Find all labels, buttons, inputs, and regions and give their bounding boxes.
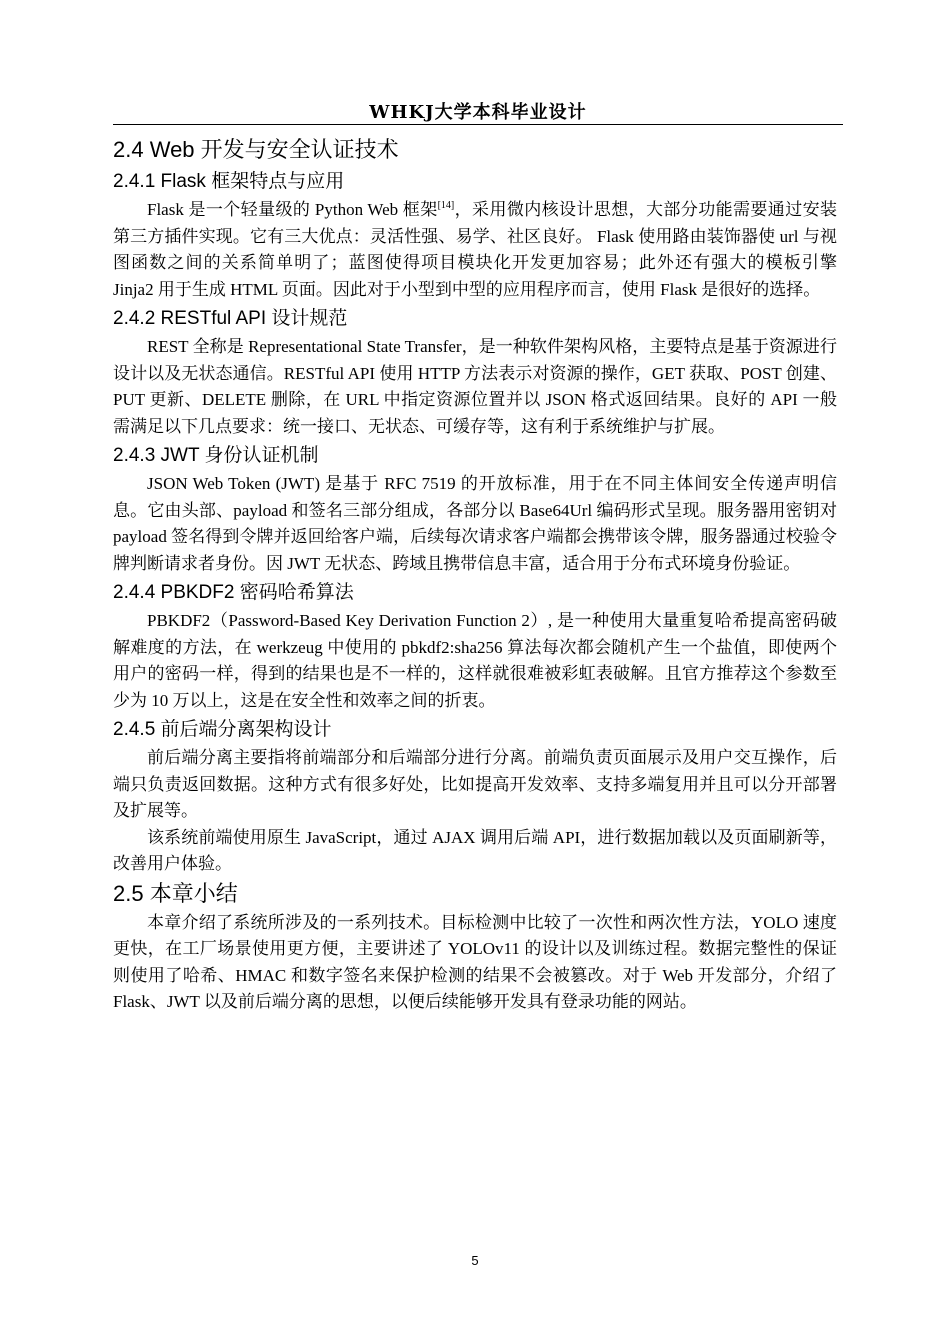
section-2-5-paragraph: 本章介绍了系统所涉及的一系列技术。目标检测中比较了一次性和两次性方法，YOLO 速度更快，在工厂场景使用更方便，主要讲述了 YOLOv11 的设计以及训练过程。数据完整性的保证则使用了哈希、HMAC 和数字签名来保护检测的结果不会被篡改。对于 Web 开发部分，介绍了 Flask、JWT 以及前后端分离的思想，以便后续能够开发具有登录功能的网站。	[113, 912, 837, 1011]
section-2-4-2-paragraph: REST 全称是 Representational State Transfer，是一种软件架构风格，主要特点是基于资源进行设计以及无状态通信。RESTful API 使用 HTTP 方法表示对资源的操作，GET 获取、POST 创建、PUT 更新、DELETE 删除，在 URL 中指定资源位置并以 JSON 格式返回结果。良好的 API 一般需满足以下几点要求：统一接口、无状态、可缓存等，这有利于系统维护与扩展。	[113, 337, 837, 436]
section-2-4-5-paragraph-1: 前后端分离主要指将前端部分和后端部分进行分离。前端负责页面展示及用户交互操作，后端只负责返回数据。这种方式有很多好处，比如提高开发效率、支持多端复用并且可以分开部署及扩展等。	[113, 748, 837, 820]
section-2-4-2-heading: 2.4.2 RESTful API 设计规范	[113, 308, 348, 329]
paragraph-text: ，采用微内核设计思想，大部分功能需要通过安装第三方插件实现。它有三大优点：灵活性强、易学、社区良好。 Flask 使用路由装饰器使 url 与视图函数之间的关系简单明了；蓝图使得项目模块化开发更加容易；此外还有强大的模板引擎 Jinja2 用于生成 HTML 页面。因此对于小型到中型的应用程序而言，使用 Flask 是很好的选择。	[113, 200, 837, 299]
section-2-4-3-heading: 2.4.3 JWT 身份认证机制	[113, 445, 319, 466]
section-2-4-4-paragraph: PBKDF2（Password-Based Key Derivation Function 2）, 是一种使用大量重复哈希提高密码破解难度的方法，在 werkzeug 中使用的 pbkdf2:sha256 算法每次都会随机产生一个盐值，即使两个用户的密码一样，得到的结果也是不一样的，这样就很难被彩虹表破解。且官方推荐这个参数至少为 10 万以上，这是在安全性和效率之间的折衷。	[113, 611, 837, 710]
section-2-4-1-heading: 2.4.1 Flask 框架特点与应用	[113, 171, 345, 192]
section-2-4-5-heading: 2.4.5 前后端分离架构设计	[113, 719, 332, 740]
page-header-title: WHKJ大学本科毕业设计	[369, 102, 587, 123]
section-2-4-5-paragraph-2: 该系统前端使用原生 JavaScript，通过 AJAX 调用后端 API，进行数据加载以及页面刷新等，改善用户体验。	[113, 827, 837, 873]
paragraph-text: Flask 是一个轻量级的 Python Web 框架	[147, 200, 438, 219]
section-2-4-heading: 2.4 Web 开发与安全认证技术	[113, 137, 399, 162]
section-2-4-3-paragraph: JSON Web Token (JWT) 是基于 RFC 7519 的开放标准，用于在不同主体间安全传递声明信息。它由头部、payload 和签名三部分组成，各部分以 Base64Url 编码形式呈现。服务器用密钥对 payload 签名得到令牌并返回给客户端，后续每次请求客户端都会携带该令牌，服务器通过校验令牌判断请求者身份。因 JWT 无状态、跨域且携带信息丰富，适合用于分布式环境身份验证。	[113, 474, 837, 573]
section-2-5-heading: 2.5 本章小结	[113, 880, 238, 906]
section-2-4-4-heading: 2.4.4 PBKDF2 密码哈希算法	[113, 582, 354, 603]
header-rule	[113, 124, 843, 125]
section-2-4-1-paragraph	[113, 197, 837, 303]
citation-marker: [14]	[437, 200, 455, 211]
document-body	[113, 134, 837, 1016]
page-number: 5	[471, 1253, 479, 1268]
